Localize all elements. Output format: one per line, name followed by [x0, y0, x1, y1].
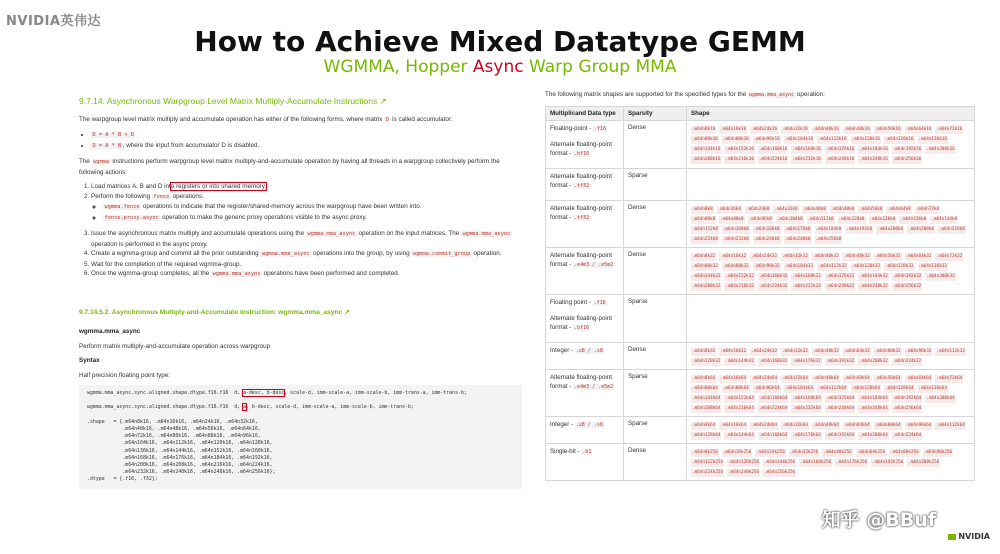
step-item: 3. Issue the asynchronous matrix multiply and accumulate operations using the wgmma.mma_async operation on the input matrices. The wgmma.mma_async operation is performed in the async proxy.	[91, 229, 522, 249]
shape-code: .m64n160k32	[758, 359, 788, 364]
zhihu-watermark: 知乎 @BBuf	[821, 509, 936, 531]
shape-code: .m64n96k32	[753, 264, 780, 269]
shape-code: .m64n64k32	[905, 254, 932, 259]
shape-code: .m64n232k32	[792, 284, 821, 289]
shape-code: .m64n48k32	[812, 349, 839, 354]
shape-code: .m64n184k32	[859, 274, 888, 279]
shape-code: .m64n152k32	[725, 274, 754, 279]
shape-code: .m64n128k64	[692, 433, 721, 438]
left-doc-panel	[79, 97, 522, 495]
shape-code: .m64n8k64	[692, 376, 716, 381]
shape-code: .m64n176k16	[825, 147, 855, 152]
table-row	[546, 295, 975, 343]
nvidia-eye-icon	[948, 534, 956, 540]
shape-code: .m64n248k16	[859, 157, 888, 162]
table-row	[546, 248, 975, 295]
step-item: 6. Once the wgmma-group completes, all the wgmma.mma_async operations have been performed and completed.	[91, 269, 522, 280]
shape-code: .m64n224k32	[758, 284, 788, 289]
datatype-cell: Alternate floating-point format - .e4m3 / .e5m2	[546, 370, 624, 417]
shape-code: .m64n8k8	[692, 207, 713, 212]
shape-code: .m64n112k32	[818, 264, 847, 269]
shape-code: .m64n104k8	[776, 217, 803, 222]
shape-code: .m64n200k16	[926, 147, 955, 152]
shape-code: .m64n32k32	[782, 254, 808, 259]
shape-code: .m64n56k16	[874, 127, 901, 132]
table-row	[546, 343, 975, 370]
shape-code: .m64n160k64	[758, 396, 788, 401]
shape-code: .m64n240k256	[728, 470, 760, 475]
shape-code: .m64n64k64	[905, 376, 932, 381]
shapes-table	[545, 106, 975, 481]
datatype-cell: Floating point - .f16 Alternate floating-point format - .bf16	[546, 295, 624, 343]
step-item: 2. Perform the following fence operations: ◦ wgmma.fence operations to indicate that the register/shared-memory across the warpgroup have been written into. ◦ fence.proxy.async operation to make the generic proxy operations visible to the async proxy.	[91, 192, 522, 224]
step-item: 5. Wait for the completion of the required wgmma-group.	[91, 260, 522, 270]
shape-code: .m64n96k8	[748, 217, 772, 222]
shape-code: .m64n256k64	[892, 406, 922, 411]
shape-code: .m64n216k8	[939, 227, 965, 232]
shape-code: .m64n248k64	[859, 406, 888, 411]
brand-watermark: NVIDIA英伟达	[6, 14, 101, 29]
shape-code: .m64n256k256	[764, 470, 796, 475]
shape-code: .m64n224k64	[758, 406, 788, 411]
shape-code: .m64n104k16	[784, 137, 814, 142]
shape-code: .m64n192k256	[872, 460, 904, 465]
shape-code: .m64n72k64	[936, 376, 963, 381]
shape-code: .m64n192k64	[892, 396, 922, 401]
shape-code: .m64n80k64	[692, 386, 718, 391]
shape-code: .m64n128k32	[885, 264, 914, 269]
datatype-cell: Alternate floating-point format - .tf32	[546, 201, 624, 248]
shape-code: .m64n136k8	[900, 217, 927, 222]
shape-code: .m64n232k8	[722, 237, 749, 242]
shape-code: .m64n40k32	[812, 254, 839, 259]
shape-code: .m64n200k8	[877, 227, 904, 232]
table-row	[546, 169, 975, 201]
shape-cell	[687, 295, 975, 343]
shape-code: .m64n200k32	[926, 274, 955, 279]
shape-code: .m64n72k16	[936, 127, 963, 132]
shape-code: .m64n40k16	[812, 127, 839, 132]
subtitle-part3: Warp Group MMA	[523, 57, 677, 77]
shape-code: .m64n184k64	[859, 396, 888, 401]
shape-code: .m64n192k8	[846, 227, 873, 232]
shape-code: .m64n176k64	[825, 396, 855, 401]
datatype-cell: Alternate floating-point format - .e4m3 / .e5m2	[546, 248, 624, 295]
shape-code: .m64n40k64	[812, 376, 839, 381]
shape-cell	[687, 121, 975, 169]
shape-code: .m64n136k64	[918, 386, 947, 391]
shape-code: .m64n40k8	[802, 207, 826, 212]
external-link-icon[interactable]: ↗	[344, 308, 350, 316]
shape-code: .m64n176k64	[792, 433, 821, 438]
shape-code: .m64n160k8	[722, 227, 749, 232]
shape-code: .m64n112k64	[936, 423, 965, 428]
shape-code: .m64n176k256	[836, 460, 868, 465]
table-intro: The following matrix shapes are supported for the specified types for the wgmma.mma_async operation:	[545, 91, 825, 98]
external-link-icon[interactable]: ↗	[379, 96, 387, 106]
shape-code: .m64n24k64	[751, 423, 778, 428]
slide-title: How to Achieve Mixed Datatype GEMM	[194, 25, 806, 58]
shape-code: .m64n64k256	[856, 450, 886, 455]
shape-code: .m64n24k256	[756, 450, 785, 455]
shape-code: .m64n8k16	[692, 127, 716, 132]
header-cell: Sparsity	[624, 107, 687, 121]
shape-code: .m64n256k32	[892, 284, 922, 289]
shape-cell	[687, 343, 975, 370]
shape-code: .m64n216k32	[725, 284, 754, 289]
shape-code: .m64n248k8	[784, 237, 811, 242]
syntax-label: Syntax	[79, 357, 100, 364]
shape-code: .m64n152k64	[725, 396, 754, 401]
shape-code: .m64n216k64	[725, 406, 754, 411]
shape-code: .m64n128k16	[885, 137, 914, 142]
shape-code: .m64n16k64	[720, 423, 747, 428]
shape-code: .m64n232k16	[792, 157, 821, 162]
shape-code: .m64n208k64	[692, 406, 721, 411]
shape-code: .m64n96k64	[905, 423, 932, 428]
shape-code: .m64n160k32	[758, 274, 788, 279]
shape-code: .m64n136k16	[918, 137, 947, 142]
shape-code: .m64n184k8	[815, 227, 842, 232]
subsection-heading[interactable]: 9.7.14.5.2. Asynchronous Multiply-and-Accumulate Instruction: wgmma.mma_async ↗	[79, 308, 350, 316]
datatype-cell: Single-bit - .b1	[546, 444, 624, 481]
shape-code: .m64n144k8	[931, 217, 958, 222]
step-item: 1. Load matrices A, B and D into registers or into shared memory.	[91, 182, 522, 192]
shape-code: .m64n24k8	[746, 207, 770, 212]
shape-code: .m64n80k8	[692, 217, 716, 222]
shape-code: .m64n104k64	[784, 386, 814, 391]
shape-code: .m64n224k256	[692, 470, 724, 475]
shape-code: .m64n16k32	[720, 349, 747, 354]
shape-code: .m64n16k16	[720, 127, 747, 132]
slide-subtitle	[0, 57, 1000, 77]
shape-code: .m64n192k32	[892, 274, 922, 279]
right-table-panel	[545, 91, 975, 481]
shape-code: .m64n176k8	[784, 227, 811, 232]
shape-code: .m64n120k64	[851, 386, 881, 391]
shape-code: .m64n176k32	[825, 274, 855, 279]
shape-code: .m64n160k16	[758, 147, 788, 152]
sparsity-cell: Sparse	[624, 169, 687, 201]
shape-code: .m64n112k256	[692, 460, 724, 465]
shape-code: .m64n48k256	[823, 450, 852, 455]
shape-code: .m64n48k64	[843, 376, 870, 381]
highlight-box: o registers or into shared memory.	[170, 183, 267, 190]
sparsity-cell: Dense	[624, 248, 687, 295]
code-block: wgmma.mma_async.sync.aligned.shape.dtype.f16.f16 d, a-desc, b-desc, scale-d, imm-scale-a, imm-scale-b, imm-trans-a, imm-trans-b; wgmma.mma_async.sync.aligned.shape.dtype.f16.f16 d, a, b-desc, scale-d, imm-scale-a, imm-scale-b, imm-trans-b; .shape = {.m64n8k16, .m64n16k16, .m64n24k16, .m64n32k16, .m64n40k16, .m64n48k16, .m64n56k16, .m64n64k16, .m64n72k16, .m64n80k16, .m64n88k16, .m64n96k16, .m64n104k16, .m64n112k16, .m64n120k16, .m64n128k16, .m64n136k16, .m64n144k16, .m64n152k16, .m64n160k16, .m64n168k16, .m64n176k16, .m64n184k16, .m64n192k16, .m64n200k16, .m64n208k16, .m64n216k16, .m64n224k16, .m64n232k16, .m64n240k16, .m64n248k16, .m64n256k16}; .dtype = {.f16, .f32};	[79, 385, 522, 489]
shape-code: .m64n80k16	[692, 137, 718, 142]
shape-code: .m64n168k64	[792, 396, 821, 401]
shape-code: .m64n48k32	[843, 254, 870, 259]
shape-code: .m64n192k16	[892, 147, 922, 152]
shape-code: .m64n16k256	[722, 450, 752, 455]
shape-code: .m64n120k32	[851, 264, 881, 269]
shape-code: .m64n72k32	[936, 254, 963, 259]
shape-code: .m64n112k16	[818, 137, 847, 142]
shape-code: .m64n88k32	[722, 264, 749, 269]
shape-code: .m64n88k16	[722, 137, 749, 142]
shape-code: .m64n112k32	[936, 349, 965, 354]
shape-code: .m64n120k8	[838, 217, 865, 222]
subtitle-part1: WGMMA, Hopper	[323, 57, 473, 77]
shape-code: .m64n224k16	[758, 157, 788, 162]
shape-code: .m64n232k64	[792, 406, 821, 411]
shape-code: .m64n8k32	[692, 254, 716, 259]
shape-code: .m64n32k64	[782, 376, 808, 381]
shape-cell	[687, 444, 975, 481]
shape-code: .m64n208k8	[908, 227, 934, 232]
forms-list	[79, 130, 522, 151]
shape-code: .m64n16k8	[717, 207, 741, 212]
shape-code: .m64n152k8	[692, 227, 718, 232]
shape-code: .m64n128k32	[692, 359, 721, 364]
shape-code: .m64n16k32	[720, 254, 747, 259]
shape-code: .m64n144k256	[764, 460, 796, 465]
instruction-desc: Perform matrix multiply-and-accumulate operation across warpgroup	[79, 342, 271, 350]
shape-code: .m64n224k8	[692, 237, 718, 242]
shape-cell	[687, 169, 975, 201]
sparsity-cell: Sparse	[624, 417, 687, 444]
shape-code: .m64n224k32	[892, 359, 922, 364]
shape-code: .m64n56k8	[859, 207, 883, 212]
shape-code: .m64n144k32	[725, 359, 754, 364]
shape-code: .m64n32k64	[782, 423, 808, 428]
shape-code: .m64n32k8	[774, 207, 798, 212]
shape-code: .m64n24k16	[751, 127, 778, 132]
shape-code: .m64n144k64	[725, 433, 754, 438]
shape-code: .m64n144k32	[692, 274, 721, 279]
datatype-cell: Integer - .u8 / .s8	[546, 417, 624, 444]
shape-code: .m64n168k8	[753, 227, 780, 232]
shape-code: .m64n256k8	[815, 237, 842, 242]
form-item: • D = A * B + D	[91, 130, 522, 141]
shape-code: .m64n224k64	[892, 433, 922, 438]
shape-code: .m64n120k16	[851, 137, 881, 142]
shape-code: .m64n96k16	[753, 137, 780, 142]
shape-code: .m64n192k64	[825, 433, 855, 438]
shape-code: .m64n192k32	[825, 359, 855, 364]
shape-code: .m64n56k32	[874, 254, 901, 259]
shape-code: .m64n184k16	[859, 147, 888, 152]
subtitle-part2: Async	[472, 57, 524, 77]
table-row	[546, 444, 975, 481]
shape-code: .m64n144k16	[692, 147, 721, 152]
shape-code: .m64n8k64	[692, 423, 716, 428]
table-header-row	[546, 107, 975, 121]
step-item: 4. Create a wgmma-group and commit all the prior outstanding wgmma.mma_async operations into the group, by using wgmma.commit_group operation.	[91, 249, 522, 260]
shape-code: .m64n24k32	[751, 254, 778, 259]
shape-cell	[687, 417, 975, 444]
sub-step-item: ◦ fence.proxy.async operation to make the generic proxy operations visible to the async proxy.	[103, 213, 522, 224]
shape-code: .m64n56k64	[874, 376, 901, 381]
shape-code: .m64n72k8	[915, 207, 940, 212]
shape-code: .m64n32k16	[782, 127, 808, 132]
shape-code: .m64n8k32	[692, 349, 716, 354]
shape-code: .m64n88k8	[720, 217, 744, 222]
shape-code: .m64n160k64	[758, 433, 788, 438]
section-heading[interactable]: 9.7.14. Asynchronous Warpgroup Level Matrix Multiply-Accumulate Instructions ↗	[79, 96, 387, 106]
shape-code: .m64n128k64	[885, 386, 914, 391]
sparsity-cell: Sparse	[624, 370, 687, 417]
shape-code: .m64n16k64	[720, 376, 747, 381]
shape-code: .m64n104k32	[784, 264, 814, 269]
shape-code: .m64n208k16	[692, 157, 721, 162]
shape-code: .m64n64k64	[843, 423, 870, 428]
shape-code: .m64n24k64	[751, 376, 778, 381]
shape-code: .m64n112k8	[807, 217, 834, 222]
shape-code: .m64n256k16	[892, 157, 922, 162]
datatype-cell: Floating-point - .f16 Alternate floating-point format - .bf16	[546, 121, 624, 169]
shape-code: .m64n64k16	[905, 127, 932, 132]
shape-code: .m64n152k16	[725, 147, 754, 152]
table-row	[546, 121, 975, 169]
shape-code: .m64n64k32	[843, 349, 870, 354]
shape-code: .m64n128k8	[869, 217, 896, 222]
shape-cell	[687, 248, 975, 295]
shape-code: .m64n80k32	[692, 264, 718, 269]
shape-code: .m64n112k64	[818, 386, 847, 391]
shape-code: .m64n32k32	[782, 349, 808, 354]
shape-code: .m64n208k64	[859, 433, 888, 438]
sub-step-item: ◦ wgmma.fence operations to indicate that the register/shared-memory across the warpgroup have been written into.	[103, 202, 522, 213]
header-cell: Multiplicand Data type	[546, 107, 624, 121]
shape-code: .m64n80k64	[874, 423, 901, 428]
shape-code: .m64n248k32	[859, 284, 888, 289]
shape-code: .m64n176k32	[792, 359, 821, 364]
nvidia-logo: NVIDIA	[948, 532, 990, 541]
shape-code: .m64n96k64	[753, 386, 780, 391]
shape-code: .m64n24k32	[751, 349, 778, 354]
shape-cell	[687, 201, 975, 248]
shape-code: .m64n96k256	[923, 450, 953, 455]
sparsity-cell: Dense	[624, 121, 687, 169]
shape-code: .m64n64k8	[887, 207, 911, 212]
shape-code: .m64n96k32	[905, 349, 932, 354]
shape-code: .m64n240k16	[825, 157, 855, 162]
shape-code: .m64n208k32	[859, 359, 888, 364]
sparsity-cell: Dense	[624, 201, 687, 248]
datatype-cell: Alternate floating-point format - .tf32	[546, 169, 624, 201]
shape-code: .m64n48k8	[830, 207, 855, 212]
shape-code: .m64n136k32	[918, 264, 947, 269]
shape-code: .m64n128k256	[728, 460, 760, 465]
shape-code: .m64n168k32	[792, 274, 821, 279]
table-row	[546, 417, 975, 444]
shape-code: .m64n48k16	[843, 127, 870, 132]
steps-list	[79, 182, 522, 280]
shape-code: .m64n32k256	[789, 450, 819, 455]
shape-code: .m64n144k64	[692, 396, 721, 401]
shape-code: .m64n208k256	[908, 460, 940, 465]
wgmma-desc: The wgmma instructions perform warpgroup level matrix multiply-and-accumulate operation by having all threads in a warpgroup collectively perform the following actions:	[79, 158, 500, 176]
shape-code: .m64n240k8	[753, 237, 780, 242]
shape-code: .m64n80k32	[874, 349, 901, 354]
halfprec-label: Half precision floating point type:	[79, 371, 171, 379]
intro-text: The warpgroup level matrix multiply and accumulate operation has either of the following forms, where matrix D is called accumulator:	[79, 115, 453, 123]
datatype-cell: Integer - .u8 / .s8	[546, 343, 624, 370]
sparsity-cell: Sparse	[624, 295, 687, 343]
shape-code: .m64n48k64	[812, 423, 839, 428]
instruction-name: wgmma.mma_async	[79, 328, 141, 335]
sparsity-cell: Dense	[624, 444, 687, 481]
shape-code: .m64n200k64	[926, 396, 955, 401]
table-row	[546, 370, 975, 417]
shape-code: .m64n208k32	[692, 284, 721, 289]
header-cell: Shape	[687, 107, 975, 121]
shape-code: .m64n8k256	[692, 450, 718, 455]
form-item: • D = A * B , where the input from accumulator D is disabled.	[91, 141, 522, 152]
sparsity-cell: Dense	[624, 343, 687, 370]
shape-code: .m64n80k256	[890, 450, 919, 455]
shape-code: .m64n216k16	[725, 157, 754, 162]
shape-code: .m64n88k64	[722, 386, 749, 391]
shape-cell	[687, 370, 975, 417]
shape-code: .m64n168k16	[792, 147, 821, 152]
table-row	[546, 201, 975, 248]
shape-code: .m64n240k64	[825, 406, 855, 411]
shape-code: .m64n240k32	[825, 284, 855, 289]
shape-code: .m64n160k256	[800, 460, 832, 465]
